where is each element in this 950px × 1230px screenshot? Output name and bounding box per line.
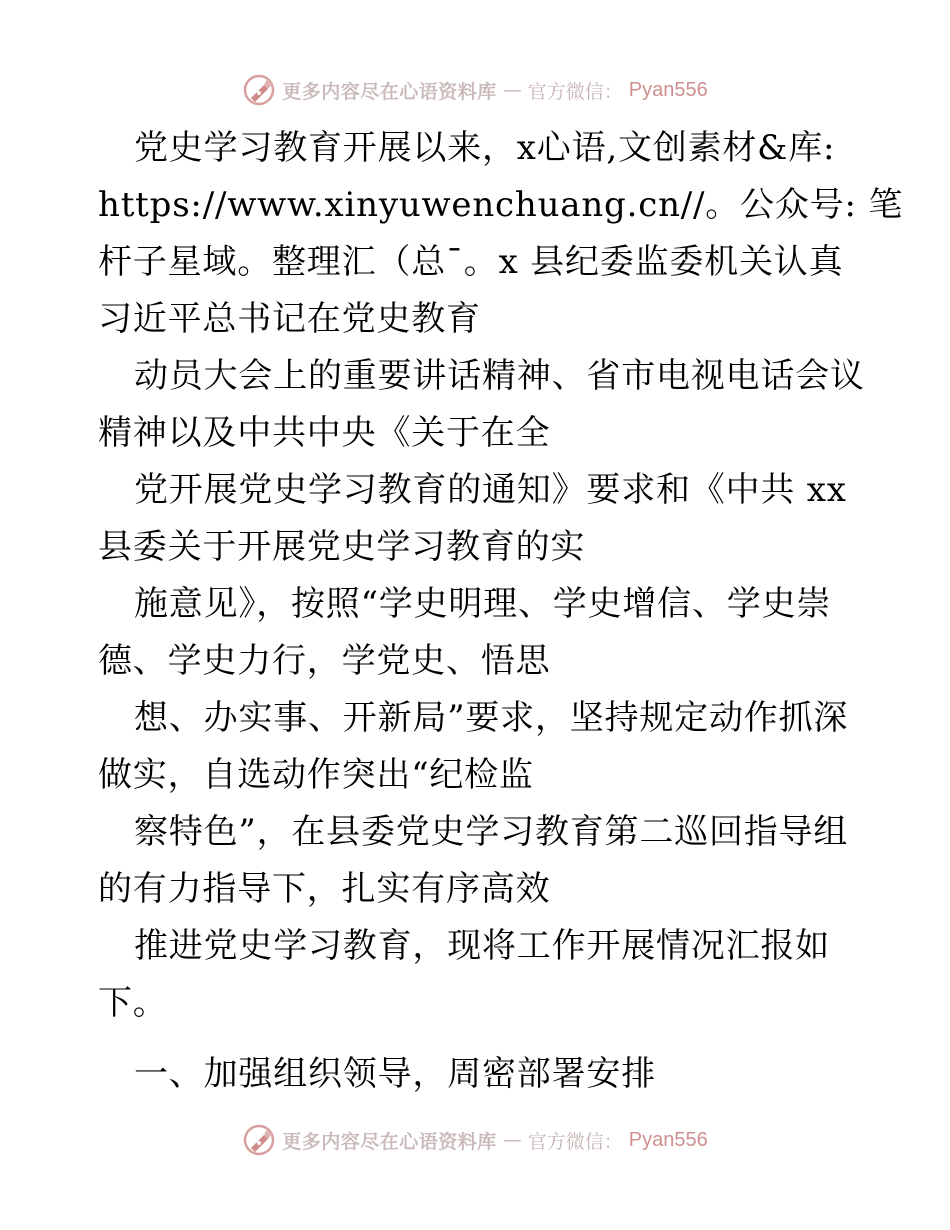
paragraph-line: 察特色”，在县委党史学习教育第二巡回指导组 [134,812,849,852]
paragraph-line: 县委关于开展党史学习教育的实 [98,527,586,567]
pen-nib-logo-icon [242,73,276,107]
watermark-main-text: 更多内容尽在心语资料库 [282,80,497,103]
watermark-banner-bottom [0,1120,950,1160]
paragraph-line: https://www.xinyuwenchuang.cn//。公众号: 笔 [98,185,904,225]
section-heading: 一、加强组织领导，周密部署安排 [134,1054,656,1094]
paragraph-line: 习近平总书记在党史教育 [98,299,481,339]
watermark-wechat-label: 官方微信： [527,80,623,103]
paragraph-line: 的有力指导下，扎实有序高效 [98,869,551,909]
watermark-main-text: 更多内容尽在心语资料库 [282,1130,497,1153]
paragraph-line: 推进党史学习教育，现将工作开展情况汇报如 [134,926,830,966]
watermark-wechat-id: Pyan556 [628,78,708,101]
paragraph-line: 动员大会上的重要讲话精神、省市电视电话会议 [134,356,865,396]
watermark-wechat-id: Pyan556 [628,1128,708,1151]
paragraph-line: 下。 [98,983,168,1023]
document-body [98,120,904,1103]
paragraph-line: 党开展党史学习教育的通知》要求和《中共 xx [134,470,847,510]
watermark-separator: — [502,1129,522,1151]
pen-nib-logo-icon [242,1123,276,1157]
paragraph-line: 精神以及中共中央《关于在全 [98,413,551,453]
paragraph-line: 杆子星域。整理汇（总¯。x 县纪委监委机关认真 [98,242,844,282]
watermark-separator: — [502,79,522,101]
paragraph-line: 做实，自选动作突出“纪检监 [98,755,534,795]
paragraph-line: 德、学史力行，学党史、悟思 [98,641,551,681]
paragraph-line: 想、办实事、开新局”要求，坚持规定动作抓深 [134,698,849,738]
paragraph-line: 施意见》，按照“学史明理、学史增信、学史崇 [134,584,832,624]
paragraph-line: 党史学习教育开展以来，x心语,文创素材&库: [134,128,836,168]
watermark-banner-top [0,70,950,110]
watermark-wechat-label: 官方微信： [527,1130,623,1153]
